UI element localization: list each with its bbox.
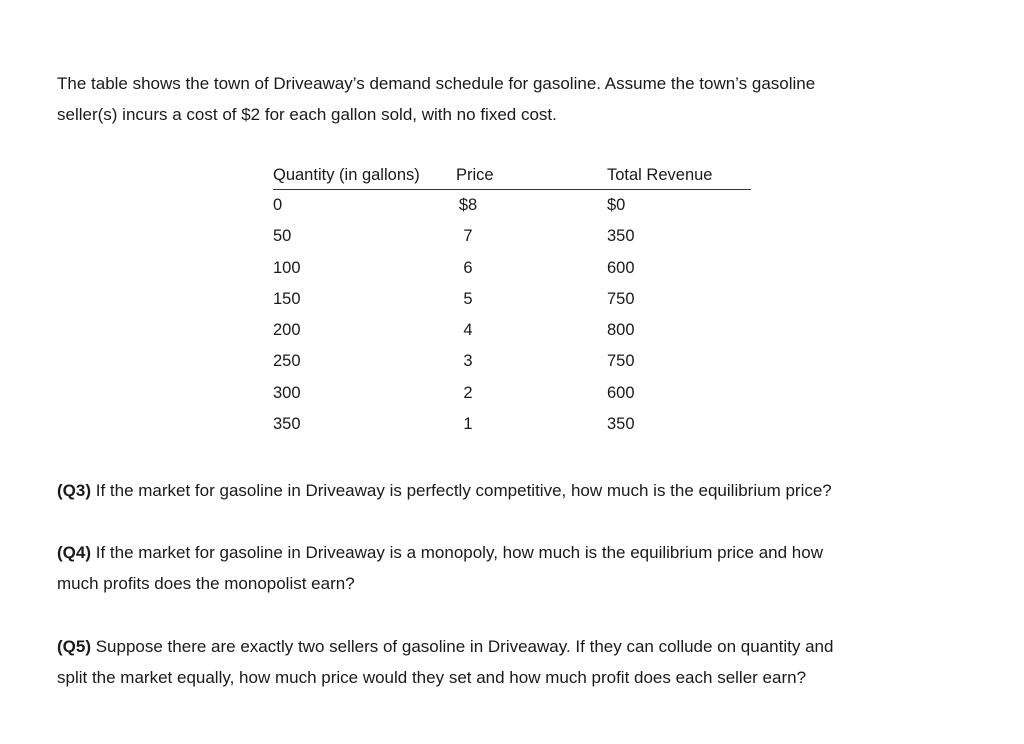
- cell-total-revenue: 600: [607, 383, 635, 402]
- q5-text-line-1: Suppose there are exactly two sellers of gasoline in Driveaway. If they can collude on quantity and: [91, 637, 834, 656]
- q4-text-line-1: If the market for gasoline in Driveaway is a monopoly, how much is the equilibrium price and how: [91, 543, 823, 562]
- table-row: [273, 347, 751, 378]
- cell-total-revenue: 350: [607, 415, 635, 434]
- cell-price: 2: [463, 383, 473, 402]
- table-row: [273, 410, 751, 441]
- header-underline: [273, 189, 751, 190]
- cell-quantity: 200: [273, 321, 301, 340]
- table-row: [273, 191, 751, 222]
- cell-price: 6: [463, 258, 473, 277]
- intro-line-1: The table shows the town of Driveaway’s demand schedule for gasoline. Assume the town’s gasoline: [57, 74, 816, 93]
- cell-price: $8: [458, 196, 478, 214]
- cell-price: 5: [463, 289, 473, 308]
- table-header-row: [273, 161, 751, 189]
- q5-text-line-2: split the market equally, how much price would they set and how much profit does each seller earn?: [57, 668, 807, 687]
- cell-quantity: 150: [273, 289, 301, 308]
- cell-price: 4: [463, 321, 473, 340]
- cell-quantity: 300: [273, 383, 301, 402]
- q4-text-line-2: much profits does the monopolist earn?: [57, 574, 355, 593]
- question-q4: [57, 537, 957, 599]
- cell-total-revenue: 750: [607, 289, 635, 308]
- cell-total-revenue: 350: [607, 227, 635, 246]
- q4-label: (Q4): [57, 543, 91, 562]
- cell-total-revenue: $0: [607, 196, 626, 214]
- table-row: [273, 379, 751, 410]
- header-price: Price: [456, 166, 494, 184]
- intro-line-2: seller(s) incurs a cost of $2 for each gallon sold, with no fixed cost.: [57, 105, 557, 124]
- demand-schedule-table: [273, 161, 751, 441]
- cell-quantity: 50: [273, 227, 292, 246]
- table-row: [273, 222, 751, 253]
- q3-label: (Q3): [57, 481, 91, 500]
- cell-price: 3: [463, 352, 473, 371]
- question-q3: [57, 475, 957, 506]
- table-body: [273, 191, 751, 441]
- cell-quantity: 0: [273, 196, 283, 214]
- cell-total-revenue: 750: [607, 352, 635, 371]
- question-q5: [57, 631, 957, 693]
- q3-text: If the market for gasoline in Driveaway is perfectly competitive, how much is the equilibrium price?: [91, 481, 832, 500]
- cell-quantity: 250: [273, 352, 301, 371]
- q5-label: (Q5): [57, 637, 91, 656]
- cell-total-revenue: 600: [607, 258, 635, 277]
- cell-quantity: 100: [273, 258, 301, 277]
- header-quantity: Quantity (in gallons): [273, 166, 420, 184]
- table-row: [273, 254, 751, 285]
- cell-price: 1: [463, 415, 473, 434]
- cell-quantity: 350: [273, 415, 301, 434]
- cell-total-revenue: 800: [607, 321, 635, 340]
- table-row: [273, 316, 751, 347]
- cell-price: 7: [463, 227, 473, 246]
- table-row: [273, 285, 751, 316]
- header-total-revenue: Total Revenue: [607, 166, 713, 184]
- intro-paragraph: [57, 68, 957, 130]
